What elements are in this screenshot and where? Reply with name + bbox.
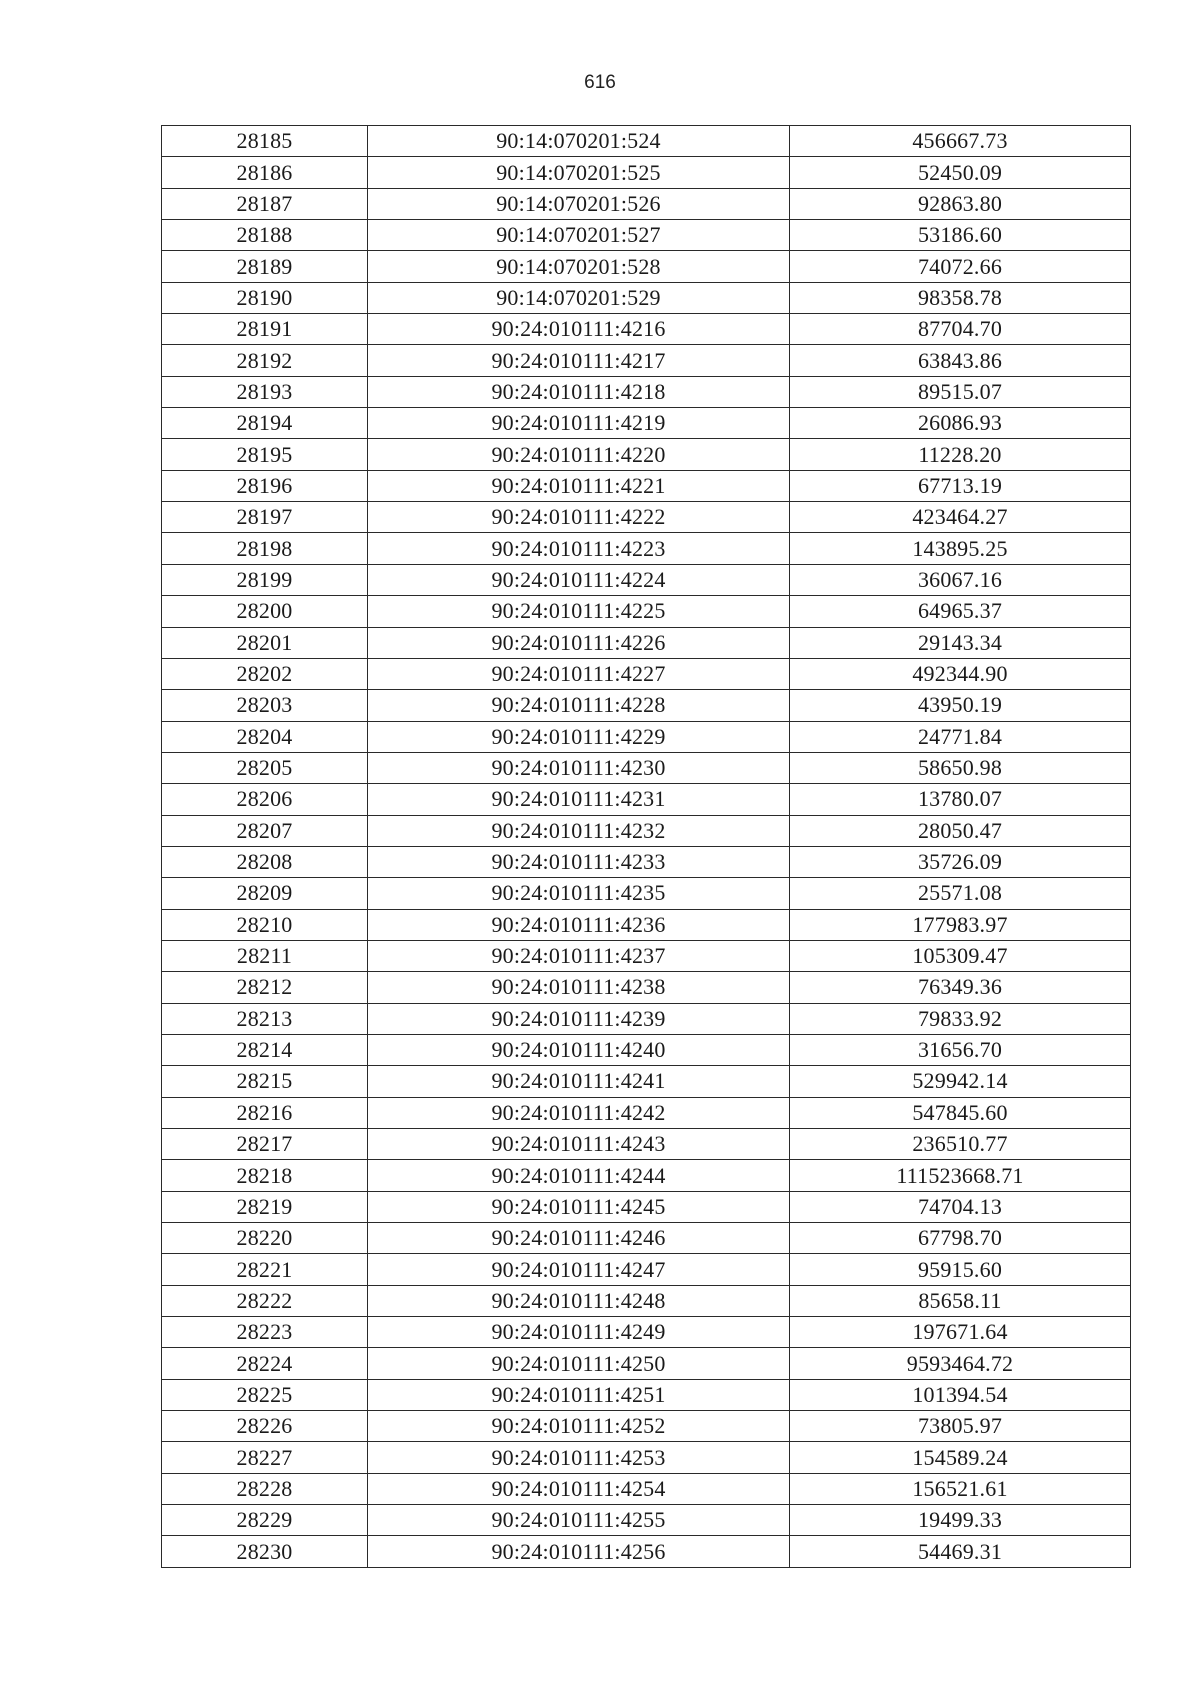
value-cell: 74072.66 (790, 251, 1131, 282)
table-row (162, 1097, 1131, 1128)
cadastral-number-cell: 90:24:010111:4255 (368, 1505, 790, 1536)
table-row (162, 408, 1131, 439)
cadastral-number-cell: 90:24:010111:4223 (368, 533, 790, 564)
row-number-cell: 28227 (162, 1442, 368, 1473)
table-row (162, 972, 1131, 1003)
value-cell: 36067.16 (790, 564, 1131, 595)
table-row (162, 627, 1131, 658)
value-cell: 43950.19 (790, 690, 1131, 721)
cadastral-number-cell: 90:24:010111:4231 (368, 784, 790, 815)
value-cell: 423464.27 (790, 502, 1131, 533)
value-cell: 19499.33 (790, 1505, 1131, 1536)
value-cell: 98358.78 (790, 282, 1131, 313)
row-number-cell: 28228 (162, 1473, 368, 1504)
cadastral-number-cell: 90:14:070201:528 (368, 251, 790, 282)
table-row (162, 658, 1131, 689)
cadastral-number-cell: 90:24:010111:4240 (368, 1034, 790, 1065)
cadastral-number-cell: 90:24:010111:4235 (368, 878, 790, 909)
cadastral-number-cell: 90:24:010111:4224 (368, 564, 790, 595)
value-cell: 177983.97 (790, 909, 1131, 940)
page-number: 616 (584, 72, 616, 93)
table-row (162, 909, 1131, 940)
table-row (162, 1129, 1131, 1160)
cadastral-number-cell: 90:24:010111:4243 (368, 1129, 790, 1160)
row-number-cell: 28196 (162, 470, 368, 501)
table-row (162, 470, 1131, 501)
row-number-cell: 28185 (162, 126, 368, 157)
value-cell: 111523668.71 (790, 1160, 1131, 1191)
table-row (162, 1160, 1131, 1191)
value-cell: 73805.97 (790, 1411, 1131, 1442)
cadastral-number-cell: 90:24:010111:4239 (368, 1003, 790, 1034)
row-number-cell: 28209 (162, 878, 368, 909)
value-cell: 236510.77 (790, 1129, 1131, 1160)
row-number-cell: 28203 (162, 690, 368, 721)
cadastral-number-cell: 90:24:010111:4244 (368, 1160, 790, 1191)
table-row (162, 345, 1131, 376)
row-number-cell: 28207 (162, 815, 368, 846)
cadastral-number-cell: 90:24:010111:4226 (368, 627, 790, 658)
row-number-cell: 28195 (162, 439, 368, 470)
cadastral-number-cell: 90:24:010111:4251 (368, 1379, 790, 1410)
table-row (162, 721, 1131, 752)
value-cell: 95915.60 (790, 1254, 1131, 1285)
row-number-cell: 28206 (162, 784, 368, 815)
table-row (162, 188, 1131, 219)
table-row (162, 1442, 1131, 1473)
table-row (162, 282, 1131, 313)
cadastral-number-cell: 90:24:010111:4238 (368, 972, 790, 1003)
cadastral-number-cell: 90:24:010111:4241 (368, 1066, 790, 1097)
cadastral-number-cell: 90:24:010111:4250 (368, 1348, 790, 1379)
cadastral-number-cell: 90:14:070201:526 (368, 188, 790, 219)
cadastral-number-cell: 90:14:070201:525 (368, 157, 790, 188)
table-row (162, 1285, 1131, 1316)
row-number-cell: 28192 (162, 345, 368, 376)
value-cell: 9593464.72 (790, 1348, 1131, 1379)
table-row (162, 940, 1131, 971)
value-cell: 87704.70 (790, 314, 1131, 345)
cadastral-number-cell: 90:24:010111:4222 (368, 502, 790, 533)
cadastral-number-cell: 90:24:010111:4236 (368, 909, 790, 940)
value-cell: 67713.19 (790, 470, 1131, 501)
cadastral-number-cell: 90:14:070201:527 (368, 220, 790, 251)
cadastral-number-cell: 90:24:010111:4225 (368, 596, 790, 627)
table-row (162, 251, 1131, 282)
table-row (162, 502, 1131, 533)
cadastral-number-cell: 90:24:010111:4221 (368, 470, 790, 501)
value-cell: 529942.14 (790, 1066, 1131, 1097)
value-cell: 92863.80 (790, 188, 1131, 219)
value-cell: 28050.47 (790, 815, 1131, 846)
value-cell: 197671.64 (790, 1317, 1131, 1348)
row-number-cell: 28217 (162, 1129, 368, 1160)
row-number-cell: 28205 (162, 752, 368, 783)
value-cell: 64965.37 (790, 596, 1131, 627)
cadastral-number-cell: 90:24:010111:4230 (368, 752, 790, 783)
cadastral-number-cell: 90:24:010111:4254 (368, 1473, 790, 1504)
row-number-cell: 28211 (162, 940, 368, 971)
value-cell: 143895.25 (790, 533, 1131, 564)
row-number-cell: 28186 (162, 157, 368, 188)
row-number-cell: 28214 (162, 1034, 368, 1065)
table-row (162, 1034, 1131, 1065)
table-row (162, 878, 1131, 909)
value-cell: 35726.09 (790, 846, 1131, 877)
row-number-cell: 28199 (162, 564, 368, 595)
row-number-cell: 28188 (162, 220, 368, 251)
row-number-cell: 28191 (162, 314, 368, 345)
value-cell: 31656.70 (790, 1034, 1131, 1065)
table-row (162, 596, 1131, 627)
cadastral-number-cell: 90:24:010111:4242 (368, 1097, 790, 1128)
row-number-cell: 28229 (162, 1505, 368, 1536)
table-row (162, 1505, 1131, 1536)
table-row (162, 314, 1131, 345)
table-row (162, 533, 1131, 564)
value-cell: 67798.70 (790, 1223, 1131, 1254)
row-number-cell: 28197 (162, 502, 368, 533)
table-row (162, 1473, 1131, 1504)
value-cell: 154589.24 (790, 1442, 1131, 1473)
value-cell: 105309.47 (790, 940, 1131, 971)
value-cell: 52450.09 (790, 157, 1131, 188)
cadastral-number-cell: 90:24:010111:4218 (368, 376, 790, 407)
cadastral-number-cell: 90:24:010111:4227 (368, 658, 790, 689)
value-cell: 492344.90 (790, 658, 1131, 689)
table-row (162, 1003, 1131, 1034)
value-cell: 13780.07 (790, 784, 1131, 815)
value-cell: 79833.92 (790, 1003, 1131, 1034)
row-number-cell: 28190 (162, 282, 368, 313)
cadastral-number-cell: 90:24:010111:4219 (368, 408, 790, 439)
row-number-cell: 28189 (162, 251, 368, 282)
cadastral-number-cell: 90:14:070201:529 (368, 282, 790, 313)
value-cell: 76349.36 (790, 972, 1131, 1003)
table-row (162, 1536, 1131, 1567)
cadastral-number-cell: 90:24:010111:4245 (368, 1191, 790, 1222)
cadastral-number-cell: 90:24:010111:4247 (368, 1254, 790, 1285)
table-row (162, 1379, 1131, 1410)
row-number-cell: 28230 (162, 1536, 368, 1567)
cadastral-number-cell: 90:24:010111:4253 (368, 1442, 790, 1473)
table-row (162, 439, 1131, 470)
table-row (162, 752, 1131, 783)
table-row (162, 1223, 1131, 1254)
row-number-cell: 28200 (162, 596, 368, 627)
row-number-cell: 28224 (162, 1348, 368, 1379)
value-cell: 54469.31 (790, 1536, 1131, 1567)
value-cell: 456667.73 (790, 126, 1131, 157)
value-cell: 53186.60 (790, 220, 1131, 251)
table-row (162, 1317, 1131, 1348)
table-body (162, 126, 1131, 1568)
cadastral-number-cell: 90:24:010111:4233 (368, 846, 790, 877)
row-number-cell: 28218 (162, 1160, 368, 1191)
value-cell: 11228.20 (790, 439, 1131, 470)
row-number-cell: 28187 (162, 188, 368, 219)
value-cell: 63843.86 (790, 345, 1131, 376)
value-cell: 85658.11 (790, 1285, 1131, 1316)
table-row (162, 846, 1131, 877)
table-row (162, 815, 1131, 846)
row-number-cell: 28219 (162, 1191, 368, 1222)
row-number-cell: 28222 (162, 1285, 368, 1316)
row-number-cell: 28221 (162, 1254, 368, 1285)
table-row (162, 1348, 1131, 1379)
value-cell: 547845.60 (790, 1097, 1131, 1128)
row-number-cell: 28223 (162, 1317, 368, 1348)
cadastral-number-cell: 90:24:010111:4232 (368, 815, 790, 846)
cadastral-number-cell: 90:24:010111:4256 (368, 1536, 790, 1567)
row-number-cell: 28212 (162, 972, 368, 1003)
table-row (162, 690, 1131, 721)
table-row (162, 1254, 1131, 1285)
row-number-cell: 28216 (162, 1097, 368, 1128)
table-row (162, 220, 1131, 251)
value-cell: 25571.08 (790, 878, 1131, 909)
table-row (162, 1411, 1131, 1442)
table-row (162, 157, 1131, 188)
cadastral-number-cell: 90:24:010111:4217 (368, 345, 790, 376)
value-cell: 58650.98 (790, 752, 1131, 783)
value-cell: 29143.34 (790, 627, 1131, 658)
cadastral-number-cell: 90:24:010111:4252 (368, 1411, 790, 1442)
cadastral-number-cell: 90:24:010111:4249 (368, 1317, 790, 1348)
table-row (162, 784, 1131, 815)
cadastral-number-cell: 90:14:070201:524 (368, 126, 790, 157)
row-number-cell: 28201 (162, 627, 368, 658)
value-cell: 26086.93 (790, 408, 1131, 439)
row-number-cell: 28213 (162, 1003, 368, 1034)
cadastral-number-cell: 90:24:010111:4220 (368, 439, 790, 470)
cadastral-number-cell: 90:24:010111:4248 (368, 1285, 790, 1316)
cadastral-number-cell: 90:24:010111:4216 (368, 314, 790, 345)
cadastral-number-cell: 90:24:010111:4228 (368, 690, 790, 721)
row-number-cell: 28198 (162, 533, 368, 564)
cadastral-number-cell: 90:24:010111:4246 (368, 1223, 790, 1254)
cadastral-number-cell: 90:24:010111:4237 (368, 940, 790, 971)
value-cell: 156521.61 (790, 1473, 1131, 1504)
value-cell: 89515.07 (790, 376, 1131, 407)
row-number-cell: 28215 (162, 1066, 368, 1097)
data-table (161, 125, 1131, 1568)
row-number-cell: 28210 (162, 909, 368, 940)
row-number-cell: 28225 (162, 1379, 368, 1410)
cadastral-number-cell: 90:24:010111:4229 (368, 721, 790, 752)
row-number-cell: 28220 (162, 1223, 368, 1254)
table-row (162, 126, 1131, 157)
value-cell: 101394.54 (790, 1379, 1131, 1410)
table-row (162, 564, 1131, 595)
row-number-cell: 28226 (162, 1411, 368, 1442)
table-row (162, 1066, 1131, 1097)
row-number-cell: 28194 (162, 408, 368, 439)
table-row (162, 376, 1131, 407)
value-cell: 74704.13 (790, 1191, 1131, 1222)
row-number-cell: 28193 (162, 376, 368, 407)
row-number-cell: 28202 (162, 658, 368, 689)
row-number-cell: 28208 (162, 846, 368, 877)
value-cell: 24771.84 (790, 721, 1131, 752)
table-row (162, 1191, 1131, 1222)
row-number-cell: 28204 (162, 721, 368, 752)
